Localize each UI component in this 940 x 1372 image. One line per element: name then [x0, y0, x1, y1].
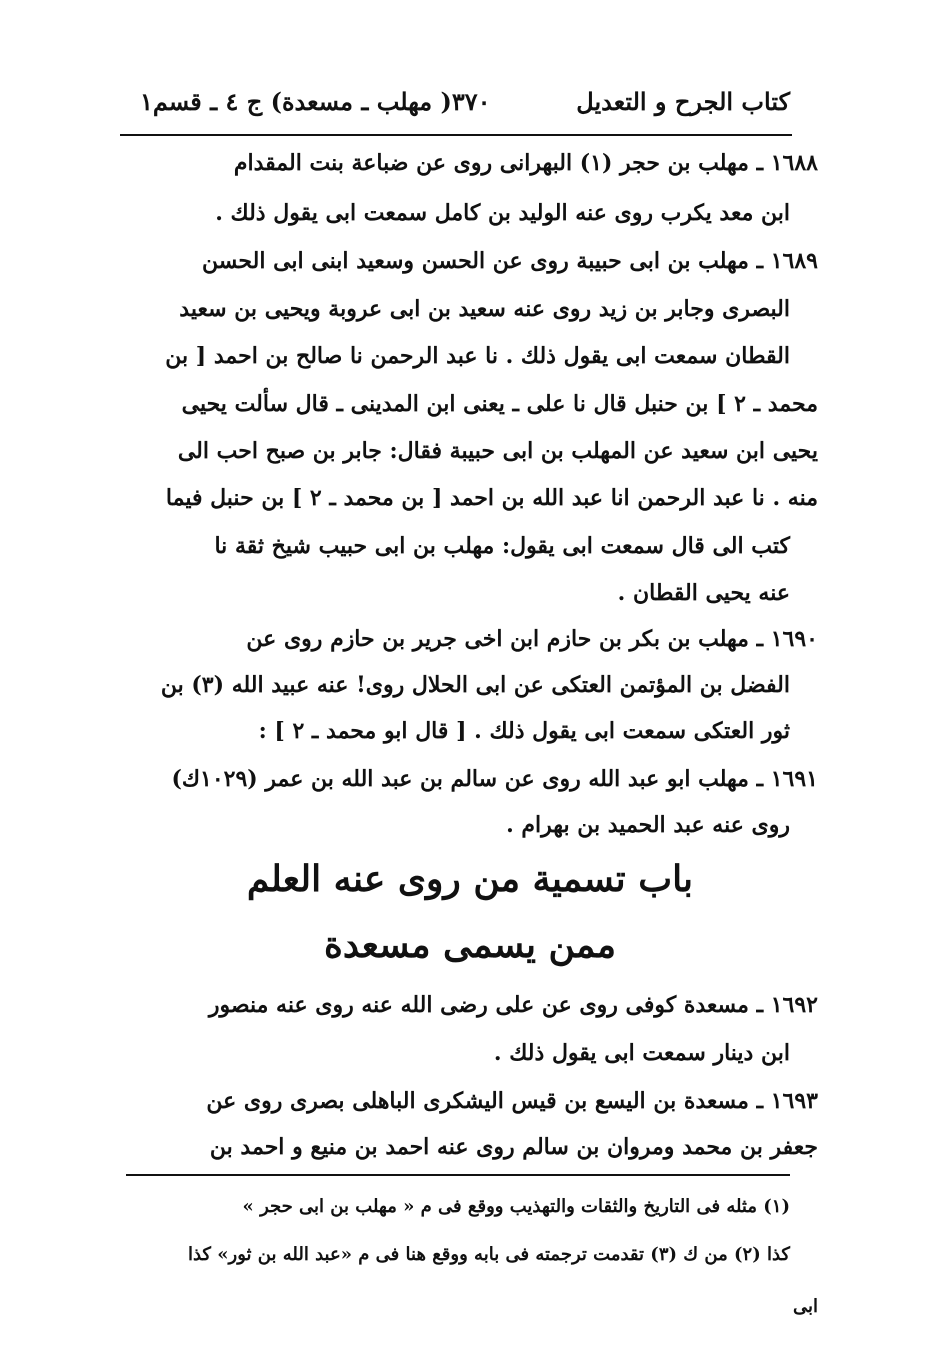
header-rule [120, 134, 792, 136]
text-line: كتب الى قال سمعت ابى يقول: مهلب بن ابى حبيب شيخ ثقة نا [214, 533, 790, 559]
text-line: ١٦٨٩ ـ مهلب بن ابى حبيبة روى عن الحسن وسعيد ابنى ابى الحسن [202, 248, 818, 274]
text-line: جعفر بن محمد ومروان بن سالم روى عنه احمد بن منيع و احمد بن [209, 1134, 818, 1160]
text-line: ١٦٩١ ـ مهلب ابو عبد الله روى عن سالم بن عبد الله بن عمر (١٠٢٩ك) [171, 766, 818, 792]
footnote-line: ابى [792, 1296, 818, 1317]
header-page-info: ٣٧٠( مهلب ـ مسعدة) ج ٤ ـ قسم١ [140, 86, 491, 116]
footnote-line: (١) مثله فى التاريخ والثقات والتهذيب ووقع فى م « مهلب بن ابى حجر » [242, 1196, 790, 1217]
text-line: منه . نا عبد الرحمن انا عبد الله بن احمد [ بن محمد ـ ٢ ] بن حنبل فيما [165, 485, 818, 511]
text-line: القطان سمعت ابى يقول ذلك . نا عبد الرحمن نا صالح بن احمد [ بن [165, 343, 790, 369]
text-line: يحيى ابن سعيد عن المهلب بن ابى حبيبة فقال: جابر بن صبح احب الى [177, 438, 818, 464]
text-line: ابن معد يكرب روى عنه الوليد بن كامل سمعت ابى يقول ذلك . [215, 200, 790, 226]
section-heading-line-2: ممن يسمى مسعدة [323, 924, 617, 966]
text-line: البصرى وجابر بن زيد روى عنه سعيد بن ابى عروبة ويحيى بن سعيد [179, 296, 790, 322]
footnote-line: كذا (٢) من ك (٣) تقدمت ترجمته فى بابه ووقع هنا فى م «عبد الله بن ثور» كذا [187, 1244, 790, 1265]
text-line: ١٦٩٣ ـ مسعدة بن اليسع بن قيس اليشكرى الباهلى بصرى روى عن [206, 1088, 818, 1114]
text-line: ابن دينار سمعت ابى يقول ذلك . [493, 1040, 790, 1066]
text-line: الفضل بن المؤتمن العتكى عن ابى الحلال روى! عنه عبيد الله (٣) بن [160, 672, 790, 698]
text-line: روى عنه عبد الحميد بن بهرام . [506, 812, 790, 838]
text-line: ١٦٩٢ ـ مسعدة كوفى روى عن على رضى الله عنه روى عنه منصور [208, 992, 818, 1018]
text-line: ١٦٨٨ ـ مهلب بن حجر (١) البهرانى روى عن ضباعة بنت المقدام [233, 150, 818, 176]
text-line: ١٦٩٠ ـ مهلب بن بكر بن حازم ابن اخى جرير بن حازم روى عن [246, 626, 818, 652]
text-line: ثور العتكى سمعت ابى يقول ذلك . [ قال ابو محمد ـ ٢ ] : [258, 718, 790, 744]
footnote-rule [126, 1174, 790, 1176]
text-line: محمد ـ ٢ ] بن حنبل قال نا على ـ يعنى ابن المدينى ـ قال سألت يحيى [181, 391, 818, 417]
text-line: عنه يحيى القطان . [617, 580, 790, 606]
section-heading-line-1: باب تسمية من روى عنه العلم [246, 858, 694, 900]
page-header [140, 78, 790, 124]
header-title: كتاب الجرح و التعديل [576, 86, 790, 116]
